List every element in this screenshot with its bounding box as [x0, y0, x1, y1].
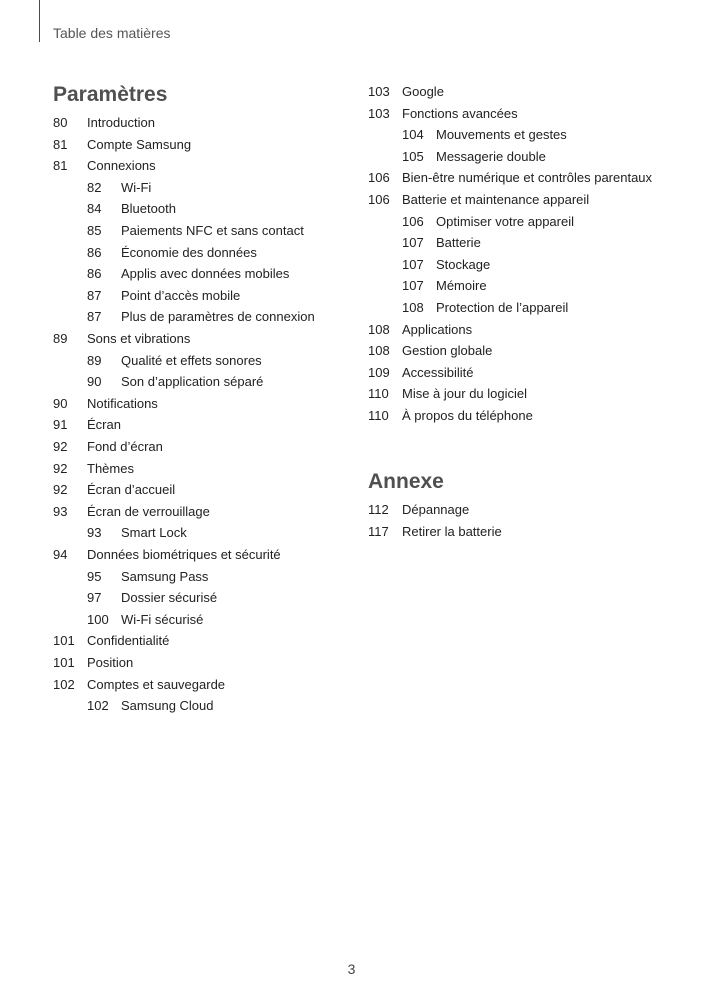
- toc-entry-page: 110: [368, 386, 389, 402]
- toc-entry-page: 112: [368, 502, 389, 517]
- toc-entry-title: Accessibilité: [402, 364, 474, 380]
- toc-entry-title: Google: [402, 84, 444, 99]
- toc-entry-title: Position: [87, 655, 134, 670]
- toc-entry-title: Batterie et maintenance appareil: [402, 192, 590, 207]
- toc-entry-page: 101: [53, 633, 75, 649]
- toc-entry-title: Bien-être numérique et contrôles parentaux: [402, 170, 653, 186]
- toc-entry-title: Optimiser votre appareil: [436, 213, 574, 229]
- toc-entry-page: 106: [402, 213, 424, 229]
- toc-entry-title: Plus de paramètres de connexion: [121, 309, 315, 325]
- toc-entry-page: 94: [53, 547, 68, 562]
- toc-entry-title: Dépannage: [402, 502, 470, 517]
- toc-entry-page: 102: [87, 698, 109, 714]
- toc-entry-page: 89: [53, 331, 68, 346]
- toc-entry-title: À propos du téléphone: [402, 408, 533, 423]
- toc-entry-title: Compte Samsung: [87, 136, 192, 152]
- toc-entry-title: Mise à jour du logiciel: [402, 386, 528, 402]
- header-rule: [39, 0, 40, 42]
- toc-entry-page: 91: [53, 417, 68, 433]
- toc-entry-page: 89: [87, 352, 102, 368]
- toc-entry-page: 80: [53, 115, 68, 130]
- toc-entry-page: 106: [368, 170, 390, 186]
- toc-entry-title: Wi-Fi: [121, 179, 152, 195]
- toc-entry-page: 117: [368, 523, 389, 539]
- toc-entry-page: 92: [53, 482, 68, 498]
- toc-entry-title: Écran d’accueil: [87, 482, 176, 498]
- toc-entry-page: 93: [53, 503, 68, 519]
- toc-entry-page: 104: [402, 127, 424, 143]
- toc-entry-title: Écran: [87, 417, 121, 433]
- toc-entry-page: 93: [87, 525, 102, 541]
- toc-entry-title: Son d’application séparé: [121, 374, 264, 390]
- toc-entry-title: Qualité et effets sonores: [121, 352, 262, 368]
- toc-entry-title: Messagerie double: [436, 148, 546, 164]
- toc-entry-page: 109: [368, 364, 390, 380]
- toc-entry-title: Fond d’écran: [87, 439, 163, 454]
- toc-entry-title: Samsung Pass: [121, 568, 209, 584]
- toc-entry-page: 107: [402, 278, 424, 294]
- toc-entry-page: 97: [87, 590, 102, 606]
- toc-entry-title: Wi-Fi sécurisé: [121, 611, 204, 627]
- toc-entry-page: 107: [402, 256, 424, 272]
- toc-entry-title: Dossier sécurisé: [121, 590, 218, 606]
- page-number: 3: [347, 961, 356, 977]
- toc-entry-title: Stockage: [436, 256, 491, 272]
- toc-entry-title: Écran de verrouillage: [87, 503, 210, 519]
- toc-entry-title: Point d’accès mobile: [121, 287, 241, 303]
- toc-entry-page: 101: [53, 655, 75, 670]
- header-title: Table des matières: [53, 25, 171, 41]
- toc-entry-title: Sons et vibrations: [87, 331, 191, 346]
- toc-entry-title: Données biométriques et sécurité: [87, 547, 281, 562]
- toc-entry-page: 107: [402, 235, 424, 251]
- toc-entry-page: 82: [87, 179, 102, 195]
- toc-entry-title: Paiements NFC et sans contact: [121, 223, 304, 238]
- toc-entry-title: Mémoire: [436, 278, 487, 294]
- toc-entry-page: 108: [402, 300, 424, 315]
- toc-entry-title: Applis avec données mobiles: [121, 266, 290, 282]
- toc-entry-page: 90: [53, 395, 68, 411]
- toc-entry-page: 102: [53, 676, 75, 692]
- toc-entry-page: 92: [53, 439, 68, 454]
- toc-entry-title: Protection de l’appareil: [436, 300, 569, 315]
- toc-entry-title: Fonctions avancées: [402, 105, 518, 121]
- toc-entry-page: 92: [53, 460, 68, 476]
- toc-entry-page: 90: [87, 374, 102, 390]
- toc-entry-title: Smart Lock: [121, 525, 187, 541]
- toc-entry-title: Confidentialité: [87, 633, 170, 649]
- section-title-annexe: Annexe: [368, 470, 444, 493]
- toc-entry-title: Bluetooth: [121, 201, 176, 217]
- toc-entry-page: 84: [87, 201, 102, 217]
- toc-entry-page: 108: [368, 321, 390, 337]
- toc-entry-title: Comptes et sauvegarde: [87, 676, 226, 692]
- toc-entry-page: 105: [402, 148, 424, 164]
- toc-entry-title: Thèmes: [87, 460, 134, 476]
- toc-entry-title: Applications: [402, 321, 473, 337]
- toc-entry-page: 103: [368, 105, 390, 121]
- toc-entry-title: Samsung Cloud: [121, 698, 214, 714]
- toc-entry-page: 87: [87, 287, 102, 303]
- toc-entry-page: 106: [368, 192, 390, 207]
- toc-entry-page: 86: [87, 266, 102, 282]
- toc-entry-page: 87: [87, 309, 102, 325]
- toc-entry-title: Gestion globale: [402, 343, 493, 359]
- toc-entry-page: 86: [87, 244, 102, 260]
- toc-entry-page: 81: [53, 158, 68, 174]
- toc-entry-title: Introduction: [87, 115, 155, 130]
- toc-entry-title: Mouvements et gestes: [436, 127, 567, 143]
- toc-entry-title: Économie des données: [121, 244, 257, 260]
- toc-entry-title: Notifications: [87, 395, 158, 411]
- toc-entry-page: 110: [368, 408, 389, 423]
- toc-entry-page: 108: [368, 343, 390, 359]
- toc-entry-page: 85: [87, 223, 102, 238]
- toc-entry-title: Connexions: [87, 158, 156, 174]
- toc-entry-page: 81: [53, 136, 68, 152]
- toc-entry-page: 103: [368, 84, 390, 99]
- section-title-parametres: Paramètres: [53, 83, 168, 106]
- toc-entry-title: Retirer la batterie: [402, 523, 502, 539]
- toc-entry-page: 100: [87, 611, 109, 627]
- toc-entry-page: 95: [87, 568, 102, 584]
- toc-entry-title: Batterie: [436, 235, 481, 251]
